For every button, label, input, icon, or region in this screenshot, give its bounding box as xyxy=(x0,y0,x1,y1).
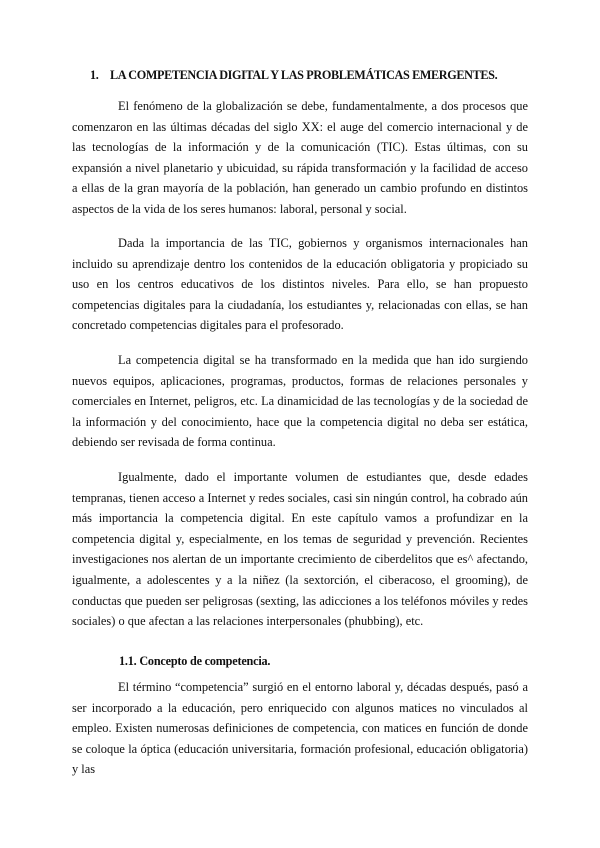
paragraph-digital-competence-evolution: La competencia digital se ha transformado en la medida que han ido surgiendo nuevos equipos, aplicaciones, programas, productos, formas de relaciones personales y comerciales en Internet, peligros, etc. La dinamicidad de las tecnologías y de la sociedad de la información y del conocimiento, hace que la competencia digital no deba ser estática, debiendo ser revisada de forma continua. xyxy=(72,353,528,450)
paragraph-globalization: El fenómeno de la globalización se debe, fundamentalmente, a dos procesos que comenzaron en las últimas décadas del siglo XX: el auge del comercio internacional y de las tecnologías de la información y de la comunicación (TIC). Estas últimas, con su expansión a nivel planetario y ubicuidad, su rápida transformación y la facilidad de acceso a ellas de la gran mayoría de la población, han generado un cambio profundo en distintos aspectos de la vida de los seres humanos: laboral, personal y social. xyxy=(72,99,528,216)
section-number: 1. xyxy=(90,68,99,82)
section-heading xyxy=(90,68,530,83)
section-title: LA COMPETENCIA DIGITAL Y LAS PROBLEMÁTICAS EMERGENTES. xyxy=(110,68,498,82)
paragraph-students-internet: Igualmente, dado el importante volumen de estudiantes que, desde edades tempranas, tienen acceso a Internet y redes sociales, casi sin ningún control, ha cobrado aún más importancia la competencia digital. En este capítulo vamos a profundizar en la competencia digital y, especialmente, en los temas de seguridad y prevención. Recientes investigaciones nos alertan de un importante crecimiento de ciberdelitos que es^ afectando, igualmente, a adolescentes y a la niñez (la sextorción, el ciberacoso, el grooming), de conductas que pueden ser peligrosas (sexting, las adicciones a los teléfonos móviles y redes sociales) o que afectan a las relaciones interpersonales (phubbing), etc. xyxy=(72,470,528,629)
paragraph-tic-importance: Dada la importancia de las TIC, gobiernos y organismos internacionales han incluido su aprendizaje dentro los contenidos de la educación obligatoria y propiciado su uso en los centros educativos de los distintos niveles. Para ello, se han propuesto competencias digitales para la ciudadanía, los estudiantes y, relacionadas con ellas, se han concretado competencias digitales para el profesorado. xyxy=(72,236,528,333)
subsection-heading: 1.1. Concepto de competencia. xyxy=(119,654,271,668)
paragraph-competence-definition: El término “competencia” surgió en el entorno laboral y, décadas después, pasó a ser incorporado a la educación, pero enriquecido con algunos matices no vinculados al empleo. Existen numerosas definiciones de competencia, con matices en función de donde se coloque la óptica (educación universitaria, formación profesional, educación obligatoria) y las xyxy=(72,680,528,777)
